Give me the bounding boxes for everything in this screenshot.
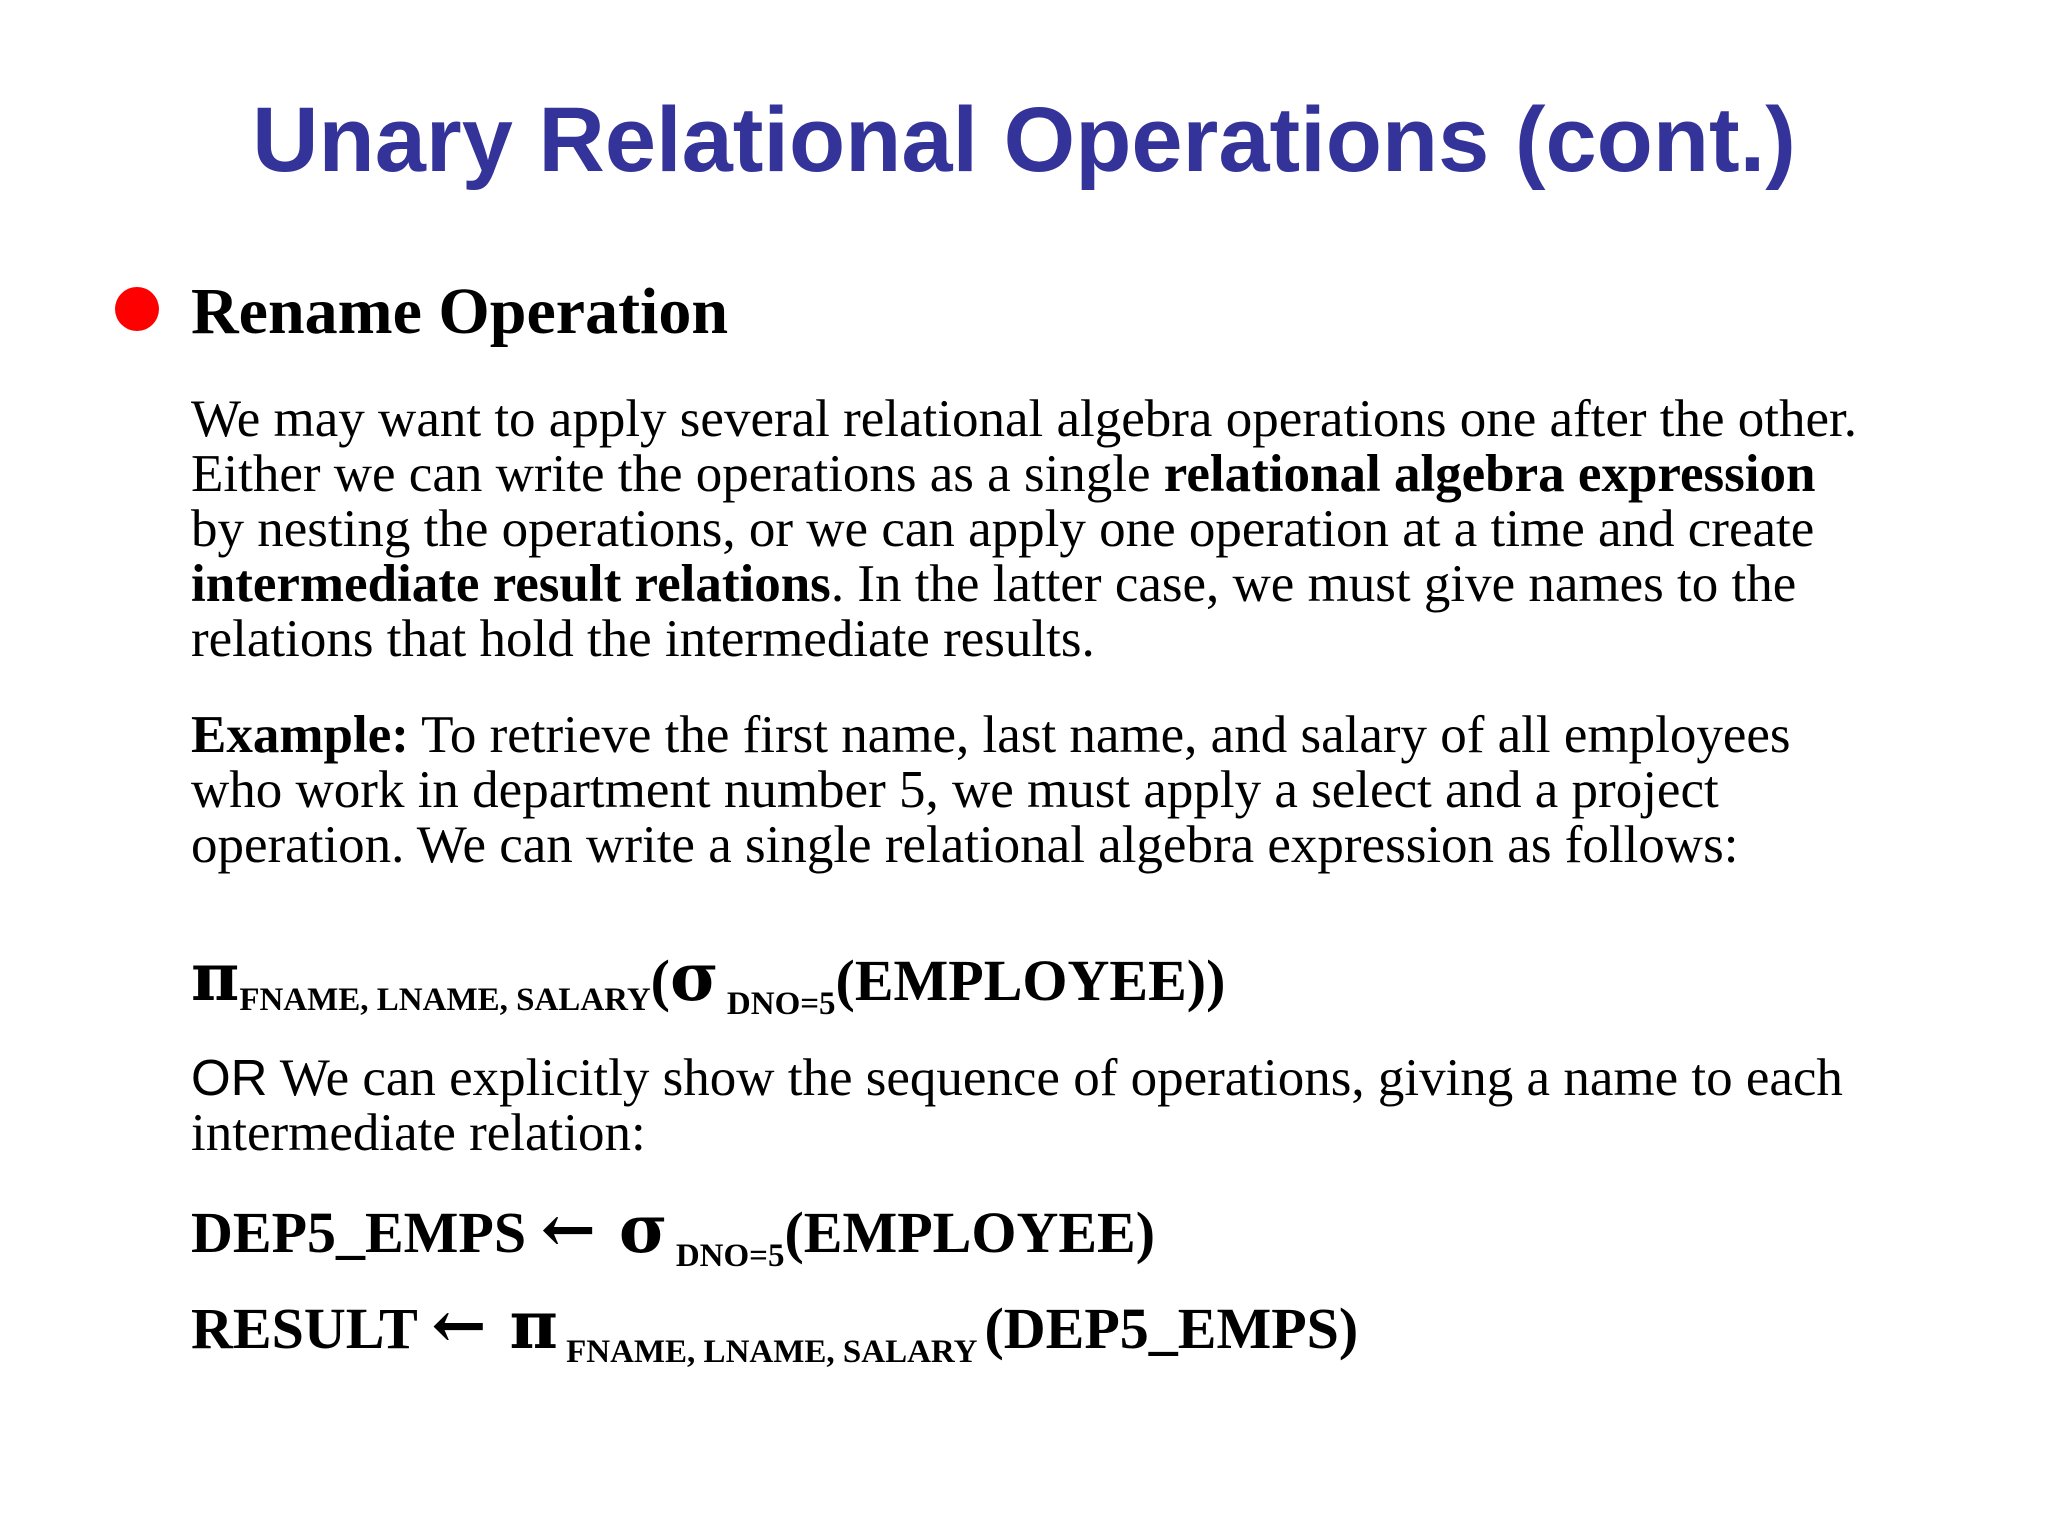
result-target: RESULT — [191, 1296, 432, 1361]
term-relational-algebra-expression: relational algebra expression — [1163, 445, 1816, 503]
slide-title: Unary Relational Operations (cont.) — [252, 89, 1796, 191]
sigma-subscript: DNO=5 — [667, 1238, 785, 1274]
example-line-3: operation. We can write a single relational algebra expression as follows: — [191, 816, 1739, 874]
dep5-emps-assignment — [191, 1190, 1155, 1275]
pi-symbol: π — [191, 938, 240, 1016]
or-word: OR — [191, 1049, 268, 1106]
bullet-dot-icon — [115, 287, 159, 331]
expression-rest: (EMPLOYEE)) — [835, 948, 1226, 1013]
expression-rest: (DEP5_EMPS) — [984, 1296, 1359, 1361]
intro-line-2a: Either we can write the operations as a single — [191, 445, 1164, 503]
single-expression — [191, 938, 1225, 1023]
open-paren: ( — [650, 948, 670, 1013]
pi-subscript: FNAME, LNAME, SALARY — [239, 982, 651, 1018]
or-line-2: intermediate relation: — [191, 1104, 646, 1162]
left-arrow-icon: ← — [540, 1190, 596, 1268]
pi-symbol: π — [486, 1286, 558, 1364]
intro-line-5: relations that hold the intermediate results. — [191, 610, 1095, 668]
sigma-symbol: σ — [595, 1190, 668, 1268]
example-label: Example: — [191, 706, 409, 764]
example-line-2: who work in department number 5, we must apply a select and a project — [191, 761, 1719, 819]
pi-subscript: FNAME, LNAME, SALARY — [557, 1334, 985, 1370]
intro-line-3: by nesting the operations, or we can apply one operation at a time and create — [191, 500, 1815, 558]
result-assignment — [191, 1286, 1358, 1371]
dep5-target: DEP5_EMPS — [191, 1200, 541, 1265]
example-paragraph — [191, 708, 1791, 873]
intro-paragraph — [191, 392, 1857, 667]
left-arrow-icon: ← — [431, 1286, 487, 1364]
term-intermediate-result-relations: intermediate result relations — [191, 555, 831, 613]
expression-rest: (EMPLOYEE) — [784, 1200, 1156, 1265]
section-heading: Rename Operation — [191, 275, 729, 348]
or-paragraph — [191, 1050, 1843, 1161]
sigma-symbol: σ — [669, 938, 719, 1016]
sigma-subscript: DNO=5 — [718, 986, 836, 1022]
intro-line-4b: . In the latter case, we must give names to the — [830, 555, 1797, 613]
or-line-1: We can explicitly show the sequence of operations, giving a name to each — [267, 1049, 1843, 1107]
intro-line-1: We may want to apply several relational algebra operations one after the other. — [191, 390, 1858, 448]
example-line-1: To retrieve the first name, last name, and salary of all employees — [408, 706, 1791, 764]
